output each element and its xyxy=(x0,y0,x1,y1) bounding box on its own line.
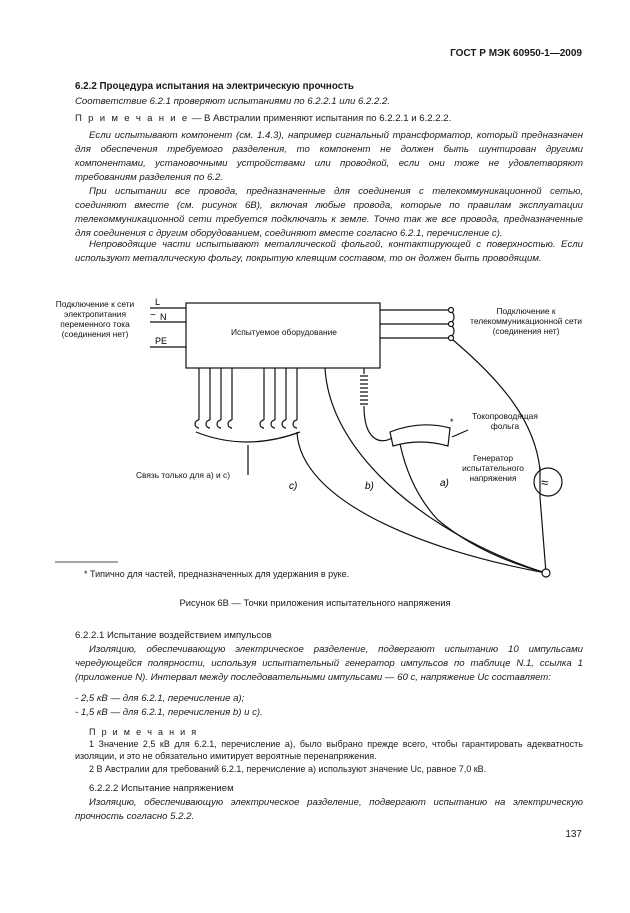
common-point xyxy=(542,569,550,577)
document-header: ГОСТ Р МЭК 60950-1—2009 xyxy=(450,48,582,59)
compliance-text: Соответствие 6.2.1 проверяют испытаниями по 6.2.2.1 или 6.2.2.2. xyxy=(75,96,390,107)
generator-wave: ≈ xyxy=(541,475,549,490)
ac-symbol: ~ xyxy=(150,310,156,321)
section-title: 6.2.2 Процедура испытания на электрическую прочность xyxy=(75,81,354,92)
notes-label: П р и м е ч а н и я xyxy=(89,727,198,737)
figure-caption: Рисунок 6В — Точки приложения испытательного напряжения xyxy=(179,597,451,608)
note-label: П р и м е ч а н и е xyxy=(75,113,190,124)
coil-group-right xyxy=(260,420,297,428)
wire-pe-label: PE xyxy=(155,336,168,346)
paragraph-component: Если испытывают компонент (см. 1.4.3), например сигнальный трансформатор, который предназначен для обеспечения требуемого разделения, то компонент не должен быть шунтирован другими компонентами, установочными устройствами или проводкой, если они тоже не удовлетворяют требованиям разделения по 6.2. xyxy=(75,130,583,183)
wire-l-label: L xyxy=(155,297,161,307)
generator-label: Генератор испытательного напряжения xyxy=(462,453,524,483)
point-c-label: c) xyxy=(289,481,298,492)
subsection-1-text: Изоляцию, обеспечивающую электрическое разделение, подвергают испытанию 10 импульсами чередующейся полярности, используя испытательный генератор импульсов по таблице N.1, ссылка 1 (приложение N). Интервал между последовательными импульсами — 60 с, напряжение Uc составляет: xyxy=(75,644,583,683)
equipment-label: Испытуемое оборудование xyxy=(231,327,337,337)
coil-group-left xyxy=(195,420,232,428)
mains-connection-label: Подключение к сети электропитания переменного тока (соединения нет) xyxy=(55,299,135,339)
note-text: — В Австралии применяют испытания по 6.2.2.1 и 6.2.2.2. xyxy=(189,113,452,124)
subsection-2-text: Изоляцию, обеспечивающую электрическое разделение, подвергают испытанию на электрическую прочность согласно 5.2.2. xyxy=(75,797,583,822)
figure-footnote: * Типично для частей, предназначенных для удержания в руке. xyxy=(84,569,350,579)
telecom-lead xyxy=(453,340,540,470)
generator-to-point xyxy=(540,497,546,573)
note-1: 1 Значение 2,5 кВ для 6.2.1, перечисление а), было выбрано прежде всего, чтобы гарантировать адекватность изоляции, и это не обязательно имитирует вероятные перенапряжения. xyxy=(75,739,583,761)
cable-coil xyxy=(360,376,368,404)
handle-foil xyxy=(390,425,450,446)
point-a-label: a) xyxy=(440,478,449,489)
note-2: 2 В Австралии для требований 6.2.1, перечисление а) используют значение Uc, равное 7,0 кВ. xyxy=(89,764,487,774)
link-label: Связь только для а) и с) xyxy=(135,470,231,480)
page-number: 137 xyxy=(565,829,582,840)
subsection-2-title: 6.2.2.2 Испытание напряжением xyxy=(89,783,234,794)
paragraph-foil: Непроводящие части испытывают металлической фольгой, контактирующей с поверхностью. Если используют металлическую фольгу, покрытую клеящим составом, то он должен быть проводящим. xyxy=(75,239,583,264)
paragraph-wires: При испытании все провода, предназначенные для соединения с телекоммуникационной сетью, соединяют вместе (см. рисунок 6В), включая любые провода, которые по правилам эксплуатации телекоммуникационной сети требуется подключать к земле. Точно так же все провода, предназначенные для соединения с другим оборудованием, соединяют вместе согласно 6.2.1, перечисление с). xyxy=(75,186,583,239)
wire-n-label: N xyxy=(160,312,167,322)
foil-mark: * xyxy=(450,417,454,427)
telecom-connection-label: Подключение к телекоммуникационной сети (соединения нет) xyxy=(470,306,582,336)
foil-leader xyxy=(452,430,468,437)
link-bracket xyxy=(196,432,300,442)
cable-to-handle xyxy=(364,406,392,441)
list-item-1: - 2,5 кВ — для 6.2.1, перечисление а); xyxy=(75,693,245,704)
point-b-label: b) xyxy=(365,481,374,492)
subsection-1-title: 6.2.2.1 Испытание воздействием импульсов xyxy=(75,630,272,641)
list-item-2: - 1,5 кВ — для 6.2.1, перечисления b) и с). xyxy=(75,707,263,718)
foil-label: Токопроводящая фольга xyxy=(472,411,538,431)
